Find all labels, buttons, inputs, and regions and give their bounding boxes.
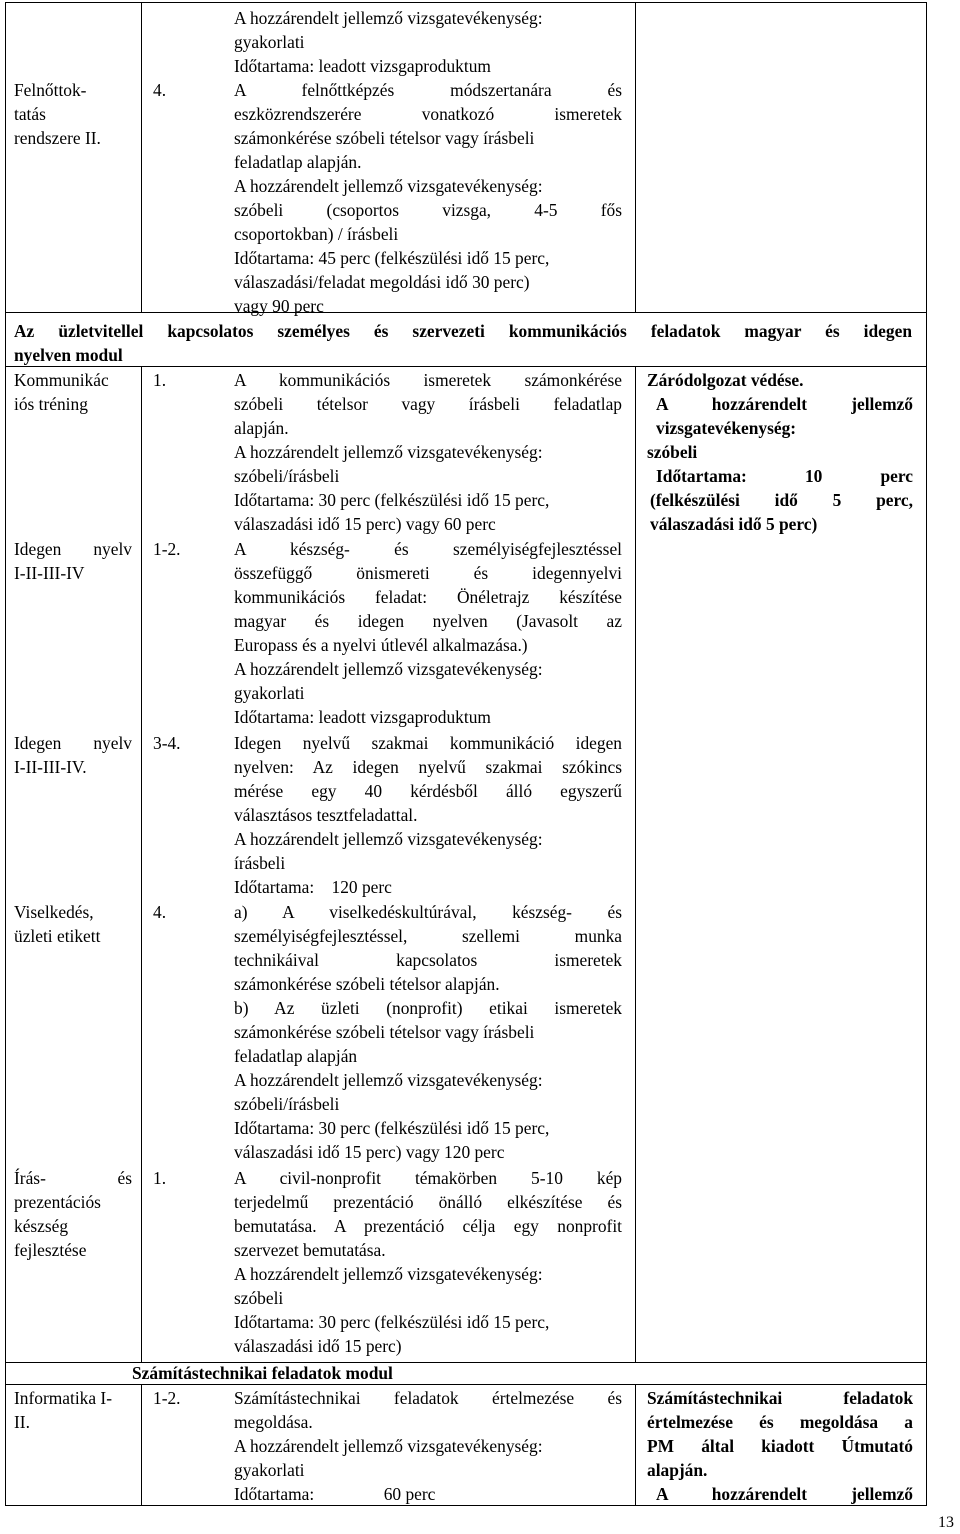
it-label-1: Informatika I- [14,1388,113,1408]
row-divider-module [5,312,927,313]
row5-number: 1. [153,1168,167,1188]
row4-line-8: A hozzárendelt jellemző vizsgatevékenység: [234,1070,543,1090]
right-block-line-4: szóbeli [647,442,698,462]
section1-top-line-2: gyakorlati [234,32,305,52]
row3-label-2: I-II-III-IV. [14,757,87,777]
right-block-line-7: válaszadási idő 5 perc) [650,514,818,534]
section1-line-4: feladatlap alapján. [234,152,362,172]
row4-line-2: személyiségfejlesztéssel, szellemi munka [234,926,622,946]
row4-label-1: Viselkedés, [14,902,94,922]
row2-number: 1-2. [153,539,181,559]
row3-label-1: Idegen nyelv [14,733,132,753]
section1-label-1: Felnőttok- [14,80,87,100]
right-block-line-1: Záródolgozat védése. [647,370,804,390]
row5-line-8: válaszadási idő 15 perc) [234,1336,402,1356]
row1-line-1: A kommunikációs ismeretek számonkérése [234,370,622,390]
row2-label-1: Idegen nyelv [14,539,132,559]
col-divider-1c [141,1384,142,1506]
section1-label-2: tatás [14,104,46,124]
section1-line-5: A hozzárendelt jellemző vizsgatevékenység: [234,176,543,196]
it-line-1: Számítástechnikai feladatok értelmezése és [234,1388,622,1408]
row3-line-1: Idegen nyelvű szakmai kommunikáció idegen [234,733,622,753]
row4-label-2: üzleti etikett [14,926,101,946]
section1-item-number: 4. [153,80,167,100]
row5-label-3: készség [14,1216,69,1236]
it-right-line-4: alapján. [647,1460,708,1480]
row1-line-7: válaszadási idő 15 perc) vagy 60 perc [234,514,496,534]
row4-line-3: technikáival kapcsolatos ismeretek [234,950,622,970]
it-right-line-3: PM által kiadott Útmutató [647,1436,913,1456]
right-block-line-3: vizsgatevékenység: [656,418,797,438]
row2-line-7: gyakorlati [234,683,305,703]
row4-line-11: válaszadási idő 15 perc) vagy 120 perc [234,1142,505,1162]
section1-top-line-1: A hozzárendelt jellemző vizsgatevékenység: [234,8,543,28]
it-right-line-1: Számítástechnikai feladatok [647,1388,913,1408]
row2-line-5: Europass és a nyelvi útlevél alkalmazása.) [234,635,528,655]
section1-line-8: Időtartama: 45 perc (felkészülési idő 15 perc, [234,248,550,268]
section1-top-line-3: Időtartama: leadott vizsgaproduktum [234,56,491,76]
row1-line-2: szóbeli tételsor vagy írásbeli feladatlap [234,394,622,414]
row4-number: 4. [153,902,167,922]
row2-line-3: kommunikációs feladat: Önéletrajz készítése [234,587,622,607]
it-line-2: megoldása. [234,1412,313,1432]
col-divider-2c [635,1384,636,1506]
row2-label-2: I-II-III-IV [14,563,85,583]
row3-line-2: nyelven: Az idegen nyelvű szakmai szókincs [234,757,622,777]
row4-line-9: szóbeli/írásbeli [234,1094,340,1114]
row1-line-3: alapján. [234,418,289,438]
row3-line-3: mérése egy 40 kérdésből álló egyszerű [234,781,622,801]
right-block-line-6: (felkészülési idő 5 perc, [650,490,913,510]
row5-label-4: fejlesztése [14,1240,87,1260]
section1-line-7: csoportokban) / írásbeli [234,224,399,244]
module-header-line-1: Az üzletvitellel kapcsolatos személyes és szervezeti kommunikációs feladatok magyar és idegen [14,321,912,341]
row2-line-2: összefüggő önismereti és idegennyelvi [234,563,622,583]
right-block-line-2: A hozzárendelt jellemző [656,394,913,414]
row4-line-7: feladatlap alapján [234,1046,358,1066]
col-divider-2b [635,366,636,1362]
row1-number: 1. [153,370,167,390]
row5-line-2: terjedelmű prezentáció önálló elkészítése és [234,1192,622,1212]
section1-line-1: A felnőttképzés módszertanára és [234,80,622,100]
row3-line-4: választásos tesztfeladattal. [234,805,418,825]
row5-line-4: szervezet bemutatása. [234,1240,386,1260]
row5-line-6: szóbeli [234,1288,284,1308]
it-right-line-5: A hozzárendelt jellemző [656,1484,913,1504]
row5-label-1: Írás- és [14,1168,132,1188]
row2-line-8: Időtartama: leadott vizsgaproduktum [234,707,491,727]
col-divider-2 [635,2,636,312]
row1-label-1: Kommunikác [14,370,109,390]
row-divider-module-end [5,366,927,367]
row1-line-4: A hozzárendelt jellemző vizsgatevékenység: [234,442,543,462]
it-line-4: gyakorlati [234,1460,305,1480]
row4-line-10: Időtartama: 30 perc (felkészülési idő 15 perc, [234,1118,550,1138]
it-right-line-2: értelmezése és megoldása a [647,1412,913,1432]
section1-line-3: számonkérése szóbeli tételsor vagy írásbeli [234,128,535,148]
section1-line-9: válaszadási/feladat megoldási idő 30 perc) [234,272,530,292]
row5-line-5: A hozzárendelt jellemző vizsgatevékenység: [234,1264,543,1284]
row3-line-5: A hozzárendelt jellemző vizsgatevékenység: [234,829,543,849]
section1-label-3: rendszere II. [14,128,101,148]
module-header-line-2: nyelven modul [14,345,123,365]
row3-number: 3-4. [153,733,181,753]
row1-label-2: iós tréning [14,394,88,414]
row2-line-1: A készség- és személyiségfejlesztéssel [234,539,622,559]
it-number: 1-2. [153,1388,181,1408]
section1-line-10: vagy 90 perc [234,296,324,316]
row4-line-4: számonkérése szóbeli tételsor alapján. [234,974,500,994]
row1-line-5: szóbeli/írásbeli [234,466,340,486]
row4-line-1: a) A viselkedéskultúrával, készség- és [234,902,622,922]
it-line-5: Időtartama: 60 perc [234,1484,436,1504]
row3-line-6: írásbeli [234,853,286,873]
row2-line-4: magyar és idegen nyelven (Javasolt az [234,611,622,631]
row5-line-7: Időtartama: 30 perc (felkészülési idő 15 perc, [234,1312,550,1332]
page-number: 13 [938,1514,954,1531]
row1-line-6: Időtartama: 30 perc (felkészülési idő 15 perc, [234,490,550,510]
col-divider-1b [141,366,142,1362]
row3-line-7: Időtartama: 120 perc [234,877,392,897]
row2-line-6: A hozzárendelt jellemző vizsgatevékenység: [234,659,543,679]
row5-line-1: A civil-nonprofit témakörben 5-10 kép [234,1168,622,1188]
row4-line-5: b) Az üzleti (nonprofit) etikai ismeretek [234,998,622,1018]
section1-line-2: eszközrendszerére vonatkozó ismeretek [234,104,622,124]
it-module-header: Számítástechnikai feladatok modul [132,1363,393,1383]
col-divider-1 [141,2,142,312]
it-label-2: II. [14,1412,30,1432]
it-line-3: A hozzárendelt jellemző vizsgatevékenység: [234,1436,543,1456]
row4-line-6: számonkérése szóbeli tételsor vagy írásbeli [234,1022,535,1042]
right-block-line-5: Időtartama: 10 perc [656,466,913,486]
row5-line-3: bemutatása. A prezentáció célja egy nonprofit [234,1216,622,1236]
row5-label-2: prezentációs [14,1192,101,1212]
section1-line-6: szóbeli (csoportos vizsga, 4-5 fős [234,200,622,220]
